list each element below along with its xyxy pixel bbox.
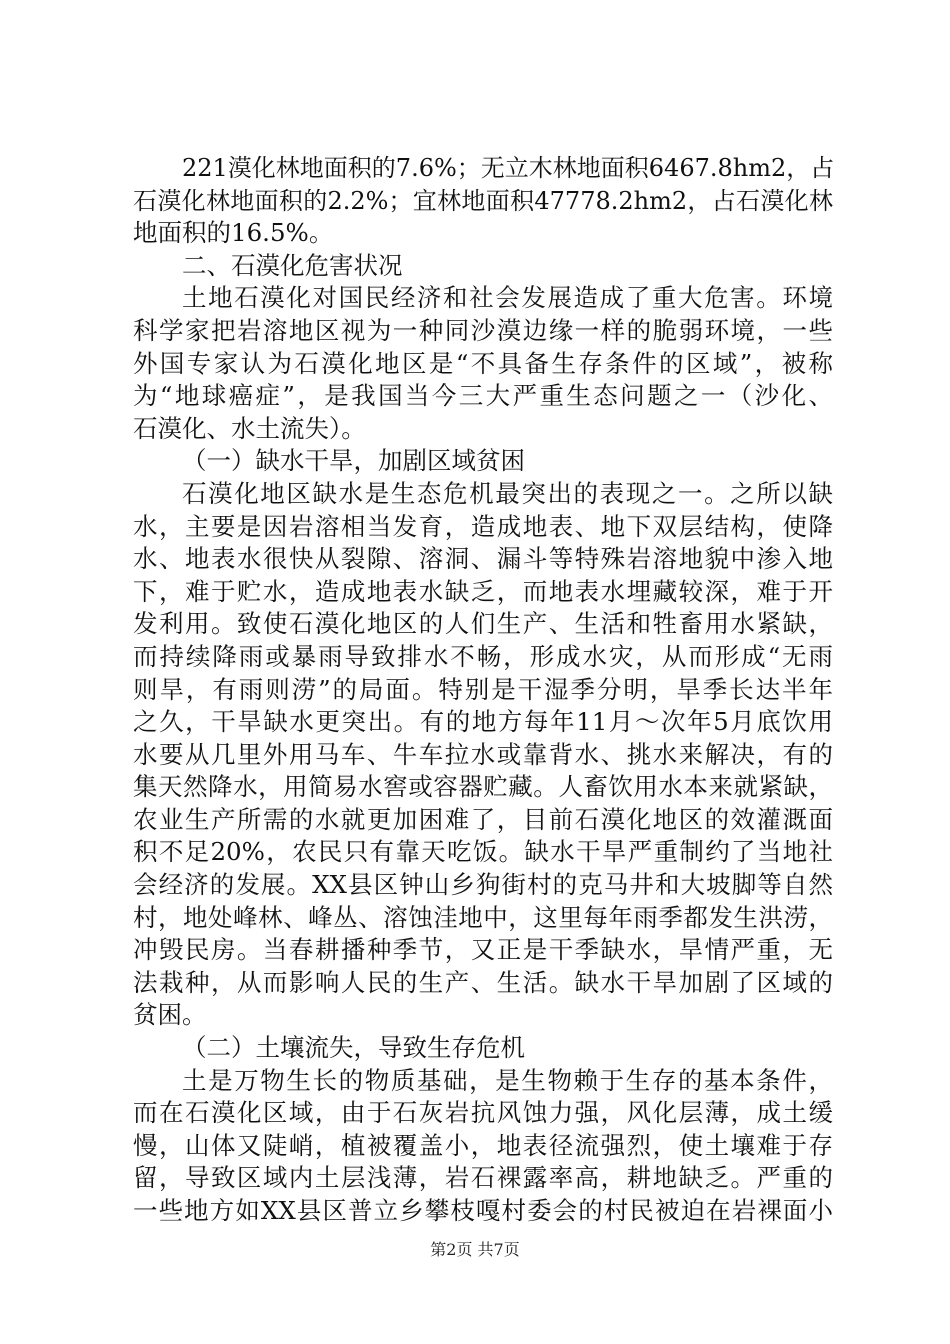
text-line: 冲毁民房。当春耕播种季节，又正是干季缺水，旱情严重，无 [133, 935, 833, 965]
paragraph [133, 282, 833, 445]
text-line: 石漠化、水土流失）。 [133, 413, 366, 443]
text-line: 石漠化林地面积的2.2%；宜林地面积47778.2hm2，占石漠化林 [133, 186, 833, 215]
paragraph [133, 1065, 833, 1228]
text-line: 留，导致区域内土层浅薄，岩石裸露率高，耕地缺乏。严重的 [133, 1163, 833, 1193]
text-line: 法栽种，从而影响人民的生产、生活。缺水干旱加剧了区域的 [133, 967, 833, 997]
text-line: 之久，干旱缺水更突出。有的地方每年11月～次年5月底饮用 [133, 707, 833, 737]
text-line: 土地石漠化对国民经济和社会发展造成了重大危害。环境 [182, 283, 833, 313]
text-line: 石漠化地区缺水是生态危机最突出的表现之一。之所以缺 [182, 478, 833, 508]
subsection-heading [133, 445, 833, 478]
heading-text: 二、石漠化危害状况 [182, 250, 403, 280]
text-line: 水，主要是因岩溶相当发育，造成地表、地下双层结构，使降 [133, 511, 833, 541]
text-line: 而持续降雨或暴雨导致排水不畅，形成水灾，从而形成“无雨 [133, 641, 833, 671]
text-line: 地面积的16.5%。 [133, 218, 334, 248]
heading-text: （一）缺水干旱，加剧区域贫困 [182, 446, 525, 476]
text-line: 为“地球癌症”，是我国当今三大严重生态问题之一（沙化、 [133, 381, 833, 411]
page-number-footer: 第2页 共7页 [430, 1240, 520, 1259]
document-body [133, 152, 833, 1228]
text-line: 村，地处峰林、峰丛、溶蚀洼地中，这里每年雨季都发生洪涝， [133, 902, 833, 932]
text-line: 下，难于贮水，造成地表水缺乏，而地表水埋藏较深，难于开 [133, 576, 833, 606]
text-line: 发利用。致使石漠化地区的人们生产、生活和牲畜用水紧缺， [133, 609, 833, 639]
text-line: 221漠化林地面积的7.6%；无立木林地面积6467.8hm2，占 [182, 154, 835, 182]
subsection-heading [133, 1032, 833, 1065]
text-line: 慢，山体又陡峭，植被覆盖小，地表径流强烈，使土壤难于存 [133, 1130, 833, 1160]
text-line: 农业生产所需的水就更加困难了，目前石漠化地区的效灌溉面 [133, 804, 833, 834]
text-line: 一些地方如XX县区普立乡攀枝嘎村委会的村民被迫在岩裸面小 [133, 1196, 833, 1225]
text-line: 外国专家认为石漠化地区是“不具备生存条件的区域”，被称 [133, 348, 833, 378]
text-line: 水要从几里外用马车、牛车拉水或靠背水、挑水来解决，有的 [133, 739, 833, 769]
paragraph [133, 478, 833, 1032]
text-line: 而在石漠化区域，由于石灰岩抗风蚀力强，风化层薄，成土缓 [133, 1098, 833, 1128]
text-line: 会经济的发展。XX县区钟山乡狗街村的克马井和大坡脚等自然 [133, 870, 833, 900]
text-line: 则旱，有雨则涝”的局面。特别是干湿季分明，旱季长达半年 [133, 674, 833, 704]
text-line: 集天然降水，用简易水窖或容器贮藏。人畜饮用水本来就紧缺， [133, 772, 833, 802]
text-line: 贫困。 [133, 1000, 207, 1030]
paragraph [133, 152, 833, 250]
heading-text: （二）土壤流失，导致生存危机 [182, 1033, 525, 1063]
text-line: 水、地表水很快从裂隙、溶洞、漏斗等特殊岩溶地貌中渗入地 [133, 544, 833, 574]
text-line: 土是万物生长的物质基础，是生物赖于生存的基本条件， [182, 1065, 833, 1095]
section-heading [133, 250, 833, 283]
text-line: 积不足20%，农民只有靠天吃饭。缺水干旱严重制约了当地社 [133, 837, 833, 867]
text-line: 科学家把岩溶地区视为一种同沙漠边缘一样的脆弱环境，一些 [133, 315, 833, 345]
